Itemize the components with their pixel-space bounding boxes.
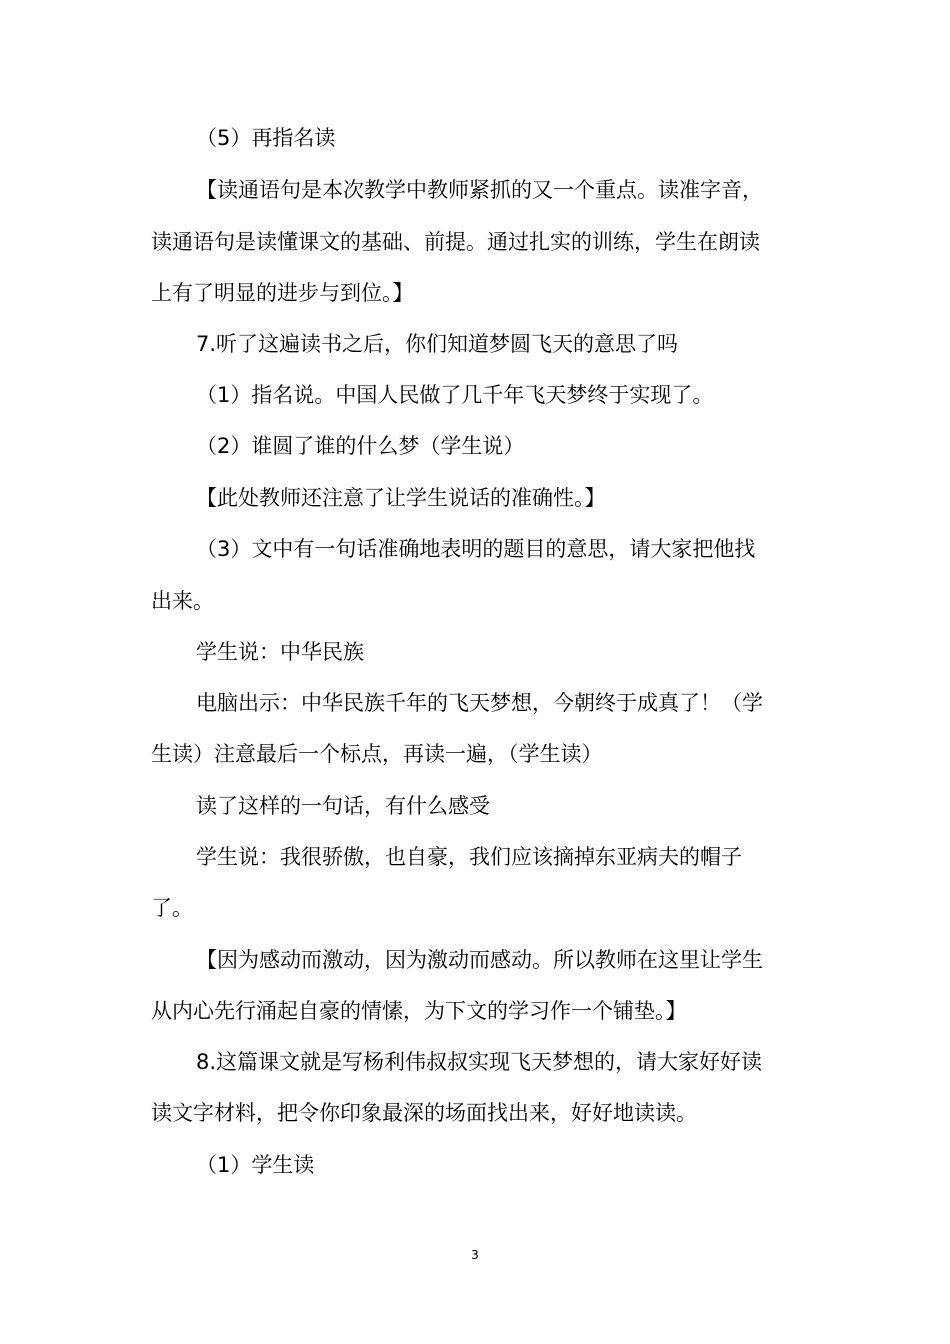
page-number: 3: [471, 1248, 479, 1262]
paragraph-line: 从内心先行涌起自豪的情愫，为下文的学习作一个铺垫。】: [151, 999, 687, 1023]
paragraph-line: 读通语句是读懂课文的基础、前提。通过扎实的训练，学生在朗读: [151, 230, 760, 254]
paragraph-line: （1）指名说。中国人民做了几千年飞天梦终于实现了。: [196, 383, 714, 407]
paragraph-line: 出来。: [151, 589, 214, 613]
paragraph-line: 电脑出示：中华民族千年的飞天梦想，今朝终于成真了！（学: [196, 691, 763, 715]
paragraph-line: 7.听了这遍读书之后，你们知道梦圆飞天的意思了吗: [196, 332, 679, 356]
paragraph-line: （2）谁圆了谁的什么梦（学生说）: [196, 434, 525, 458]
paragraph-line: 生读）注意最后一个标点，再读一遍，（学生读）: [151, 742, 603, 766]
paragraph-line: （5）再指名读: [196, 126, 336, 150]
paragraph-line: 上有了明显的进步与到位。】: [151, 281, 414, 305]
paragraph-line: （1）学生读: [196, 1153, 315, 1177]
paragraph-line: （3）文中有一句话准确地表明的题目的意思，请大家把他找: [196, 537, 756, 561]
paragraph-line: 读文字材料，把令你印象最深的场面找出来，好好地读读。: [151, 1101, 697, 1125]
paragraph-line: 读了这样的一句话，有什么感受: [196, 794, 490, 818]
paragraph-line: 学生说：中华民族: [196, 640, 364, 664]
paragraph-line: 【因为感动而激动，因为激动而感动。所以教师在这里让学生: [196, 948, 763, 972]
paragraph-line: 【读通语句是本次教学中教师紧抓的又一个重点。读准字音，: [196, 178, 763, 202]
paragraph-line: 8.这篇课文就是写杨利伟叔叔实现飞天梦想的，请大家好好读: [196, 1050, 763, 1074]
paragraph-line: 【此处教师还注意了让学生说话的准确性。】: [196, 486, 606, 510]
paragraph-line: 学生说：我很骄傲，也自豪，我们应该摘掉东亚病夫的帽子: [196, 845, 742, 869]
paragraph-line: 了。: [151, 896, 193, 920]
